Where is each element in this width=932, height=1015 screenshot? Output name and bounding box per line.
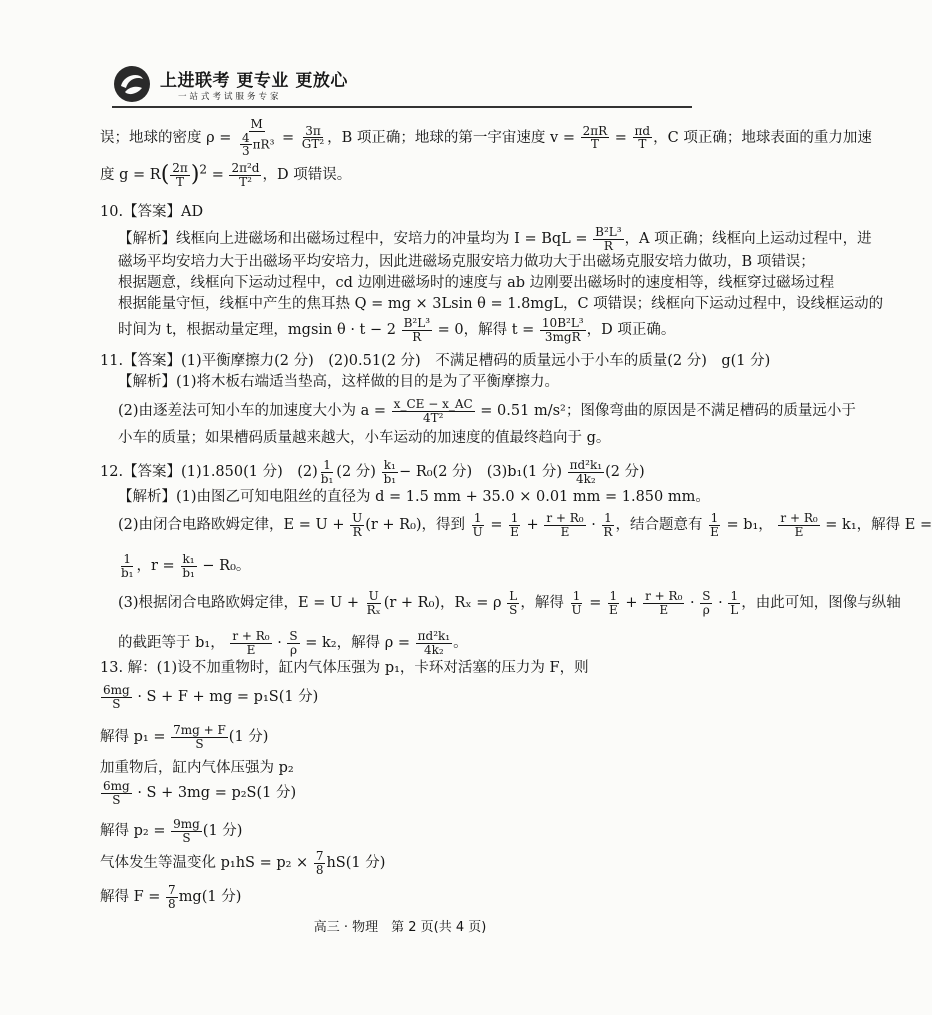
- fraction: $\frac{9mg}{S}$: [173, 817, 200, 845]
- brand-slogan: 上进联考 更专业 更放心: [160, 71, 348, 91]
- fraction: $\frac{1}{E}$: [510, 511, 519, 539]
- q13-line-3: 解得 p₁ = $\frac{7mg + F}{S}$ (1 分): [100, 723, 269, 751]
- fraction: $\frac{U}{\text{Rₓ}}$: [366, 589, 381, 617]
- q13-line-2: $\frac{6mg}{S}$ · S + F + mg = p₁S(1 分): [103, 683, 319, 711]
- fraction: $\frac{1}{R}$: [603, 511, 613, 539]
- fraction: $\frac{1}{\text{b₁}}$: [320, 458, 334, 486]
- logo-icon: [112, 64, 152, 104]
- fraction: $\frac{1}{E}$: [710, 511, 719, 539]
- q9-line-2: 度 g = R( $\frac{2\pi}{T}$ )$^2$ = $\frac{\text{2π²d}}{\text{T²}}$ ，D 项错误。: [100, 161, 352, 189]
- fraction: $\frac{1}{U}$: [571, 589, 582, 617]
- fraction: $\frac{\text{B²L³}}{R}$: [595, 225, 622, 253]
- fraction: $\frac{\text{k₁}}{\text{b₁}}$: [383, 458, 397, 486]
- q12-answer: 12.【答案】(1)1.850(1 分) (2) $\frac{1}{\text{b₁}}$ (2 分) $\frac{\text{k₁}}{\text{b₁}}$ − R₀(2 分) (3)b₁(1 分) $\frac{\text{πd²k₁}}{\text{4k₂}}$ (2 分): [100, 458, 645, 486]
- fraction: $\frac{\text{πd²k₁}}{\text{4k₂}}$: [417, 629, 451, 657]
- q13-line-7: 气体发生等温变化 p₁hS = p₂ × $\frac{7}{8}$ hS(1 分): [100, 849, 386, 877]
- fraction: $\frac{\text{πd²k₁}}{\text{4k₂}}$: [569, 458, 603, 486]
- q13-line-1: 13. 解：(1)设不加重物时，缸内气体压强为 p₁，卡环对活塞的压力为 F，则: [100, 660, 589, 676]
- q11-line-2: (2)由逐差法可知小车的加速度大小为 a = $\frac{x\_CE - x\_AC}{\text{4T²}}$ = 0.51 m/s²；图像弯曲的原因是不满足槽码的质量远小于: [118, 397, 856, 425]
- fraction: $\frac{3\pi}{\text{GT²}}$: [301, 123, 325, 152]
- q11-line-1: 【解析】(1)将木板右端适当垫高，这样做的目的是为了平衡摩擦力。: [118, 374, 560, 390]
- q10-line-4: 根据能量守恒，线框中产生的焦耳热 Q = mg × 3Lsin θ = 1.8mgL，C 项错误；线框向下运动过程中，设线框运动的: [118, 296, 884, 312]
- fraction: $\frac{\text{2π²d}}{\text{T²}}$: [231, 161, 260, 189]
- q10-answer: 10.【答案】AD: [100, 204, 204, 220]
- q13-line-4: 加重物后，缸内气体压强为 p₂: [100, 760, 294, 776]
- fraction: $\frac{1}{E}$: [608, 589, 618, 617]
- q12-line-4: (3)根据闭合电路欧姆定律，E = U + $\frac{U}{\text{Rₓ}}$ (r + R₀)，Rₓ = ρ $\frac{L}{S}$ ，解得 $\frac{1}{U}$ = $\frac{1}{E}$ + $\frac{\text{r + R₀}}{E}$ · $\frac{S}{\rho}$ · $\frac{1}{L}$ ，由此可知，图像与纵轴: [118, 589, 901, 617]
- page-header: [112, 64, 352, 106]
- q13-line-5: $\frac{6mg}{S}$ · S + 3mg = p₂S(1 分): [103, 779, 297, 807]
- q13-line-8: 解得 F = $\frac{7}{8}$ mg(1 分): [100, 883, 242, 911]
- fraction: $\frac{S}{\rho}$: [702, 589, 711, 617]
- fraction: $\frac{x\_CE - x\_AC}{\text{4T²}}$: [393, 397, 473, 425]
- fraction: $\frac{\text{B²L³}}{R}$: [403, 316, 431, 344]
- fraction: $\frac{7}{8}$: [168, 883, 176, 911]
- fraction: $\frac{U}{R}$: [352, 511, 363, 539]
- q10-line-3: 根据题意，线框向下运动过程中，cd 边刚进磁场时的速度与 ab 边刚要出磁场时的速度相等，线框穿过磁场过程: [118, 275, 835, 291]
- q11-answer: 11.【答案】(1)平衡摩擦力(2 分) (2)0.51(2 分) 不满足槽码的质量远小于小车的质量(2 分) g(1 分): [100, 353, 771, 369]
- header-divider: [112, 106, 692, 108]
- fraction: $\frac{\text{10B²L³}}{\text{3mgR}}$: [541, 316, 584, 344]
- fraction: $\frac{6mg}{S}$: [103, 683, 130, 711]
- fraction: M $\frac{4}{3}$ πR³: [242, 117, 275, 159]
- fraction: $\frac{7mg + F}{S}$: [173, 723, 226, 751]
- fraction: $\frac{6mg}{S}$: [103, 779, 130, 807]
- q10-line-1: 【解析】线框向上进磁场和出磁场过程中，安培力的冲量均为 I = BqL = $\frac{\text{B²L³}}{R}$ ，A 项正确；线框向上运动过程中，进: [118, 225, 872, 253]
- fraction: $\frac{2\pi}{T}$: [172, 161, 188, 189]
- fraction: $\frac{2\pi R}{T}$: [582, 123, 608, 152]
- q12-line-1: 【解析】(1)由图乙可知电阻丝的直径为 d = 1.5 mm + 35.0 × 0.01 mm = 1.850 mm。: [118, 489, 710, 505]
- fraction: $\frac{1}{L}$: [730, 589, 739, 617]
- fraction: $\frac{7}{8}$: [315, 849, 324, 877]
- fraction: $\frac{\text{k₁}}{\text{b₁}}$: [182, 552, 195, 580]
- fraction: $\frac{L}{S}$: [509, 589, 518, 617]
- q10-line-2: 磁场平均安培力大于出磁场平均安培力，因此进磁场克服安培力做功大于出磁场克服安培力做功，B 项错误；: [118, 254, 815, 270]
- brand-tagline: 一站式考试服务专家: [178, 92, 282, 102]
- fraction: $\frac{\text{r + R₀}}{E}$: [232, 629, 270, 657]
- fraction: $\frac{1}{U}$: [472, 511, 483, 539]
- fraction: $\frac{\text{r + R₀}}{E}$: [780, 511, 818, 539]
- fraction: $\frac{1}{\text{b₁}}$: [121, 552, 134, 580]
- q11-line-3: 小车的质量；如果槽码质量越来越大，小车运动的加速度的值最终趋向于 g。: [118, 430, 611, 446]
- fraction: $\frac{\text{r + R₀}}{E}$: [546, 511, 584, 539]
- q12-line-5: 的截距等于 b₁， $\frac{\text{r + R₀}}{E}$ · $\frac{S}{\rho}$ = k₂，解得 ρ = $\frac{\text{πd²k₁}}{\text{4k₂}}$ 。: [118, 629, 468, 657]
- q12-line-2: (2)由闭合电路欧姆定律，E = U + $\frac{U}{R}$ (r + R₀)，得到 $\frac{1}{U}$ = $\frac{1}{E}$ + $\frac{\text{r + R₀}}{E}$ · $\frac{1}{R}$ ，结合题意有 $\frac{1}{E}$ = b₁， $\frac{\text{r + R₀}}{E}$ = k₁，解得 E =: [118, 511, 932, 539]
- q12-line-3: $\frac{1}{\text{b₁}}$ ，r = $\frac{\text{k₁}}{\text{b₁}}$ − R₀。: [121, 552, 251, 580]
- q10-line-5: 时间为 t，根据动量定理，mgsin θ · t − 2 $\frac{\text{B²L³}}{R}$ = 0，解得 t = $\frac{\text{10B²L³}}{\text{3mgR}}$ ，D 项正确。: [118, 316, 676, 344]
- fraction: $\frac{\text{r + R₀}}{E}$: [645, 589, 683, 617]
- q9-line-1: 误；地球的密度 ρ = M $\frac{4}{3}$ πR³ = $\frac{3\pi}{\text{GT²}}$ ，B 项正确；地球的第一宇宙速度 v = $\frac{2\pi R}{T}$ = $\frac{\pi d}{T}$ ，C 项正确；地球表面的重力加速: [100, 117, 872, 159]
- fraction: $\frac{\pi d}{T}$: [634, 123, 651, 152]
- q13-line-6: 解得 p₂ = $\frac{9mg}{S}$ (1 分): [100, 817, 243, 845]
- page-footer: 高三 · 物理 第 2 页(共 4 页): [313, 920, 487, 935]
- fraction: $\frac{S}{\rho}$: [289, 629, 298, 657]
